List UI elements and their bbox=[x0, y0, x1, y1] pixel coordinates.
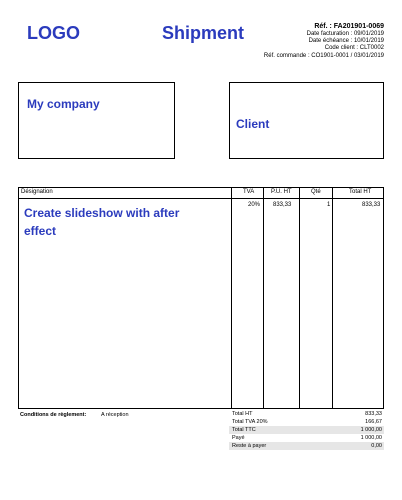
header-designation: Désignation bbox=[21, 189, 53, 195]
total-label: Total TTC bbox=[232, 427, 256, 433]
payment-terms-value: A réception bbox=[101, 412, 129, 418]
invoice-lines-table bbox=[18, 187, 384, 409]
document-meta bbox=[264, 22, 384, 60]
total-label: Payé bbox=[232, 435, 245, 441]
total-value: 0,00 bbox=[371, 443, 382, 449]
total-row bbox=[229, 410, 384, 418]
total-value: 833,33 bbox=[365, 411, 382, 417]
total-row bbox=[229, 434, 384, 442]
document-title: Shipment bbox=[162, 23, 245, 43]
line-total-ht: 833,33 bbox=[362, 202, 381, 208]
invoice-date: Date facturation : 09/01/2019 bbox=[306, 31, 384, 37]
total-row bbox=[229, 442, 384, 450]
client-box bbox=[229, 82, 384, 159]
line-pu-ht: 833,33 bbox=[273, 202, 292, 208]
total-value: 166,67 bbox=[365, 419, 382, 425]
total-label: Reste à payer bbox=[232, 443, 267, 449]
header-tva: TVA bbox=[243, 189, 255, 195]
line-tva: 20% bbox=[248, 202, 261, 208]
total-row bbox=[229, 418, 384, 426]
header-qte: Qté bbox=[311, 189, 321, 195]
column-divider bbox=[332, 188, 333, 408]
total-label: Total HT bbox=[232, 411, 253, 417]
total-row bbox=[229, 426, 384, 434]
sender-box bbox=[18, 82, 175, 159]
invoice-ref: Réf. : FA201901-0069 bbox=[314, 23, 384, 30]
table-header bbox=[19, 188, 383, 199]
payment-terms-label: Conditions de règlement: bbox=[20, 412, 87, 418]
line-description: Create slideshow with after effect bbox=[24, 206, 180, 238]
total-value: 1 000,00 bbox=[360, 435, 382, 441]
client-code: Code client : CLT0002 bbox=[324, 45, 384, 52]
sender-name: My company bbox=[27, 97, 100, 111]
line-qte: 1 bbox=[327, 202, 331, 208]
total-label: Total TVA 20% bbox=[232, 419, 268, 425]
logo: LOGO bbox=[27, 23, 80, 43]
header-total-ht: Total HT bbox=[349, 189, 372, 195]
order-ref: Réf. commande : CO1901-0001 / 03/01/2019 bbox=[263, 52, 384, 59]
column-divider bbox=[231, 188, 232, 408]
client-name: Client bbox=[236, 117, 270, 131]
column-divider bbox=[263, 188, 264, 408]
totals-block bbox=[229, 410, 384, 450]
column-divider bbox=[299, 188, 300, 408]
header-pu-ht: P.U. HT bbox=[271, 189, 292, 195]
due-date: Date échéance : 10/01/2019 bbox=[308, 38, 384, 45]
total-value: 1 000,00 bbox=[360, 427, 382, 433]
